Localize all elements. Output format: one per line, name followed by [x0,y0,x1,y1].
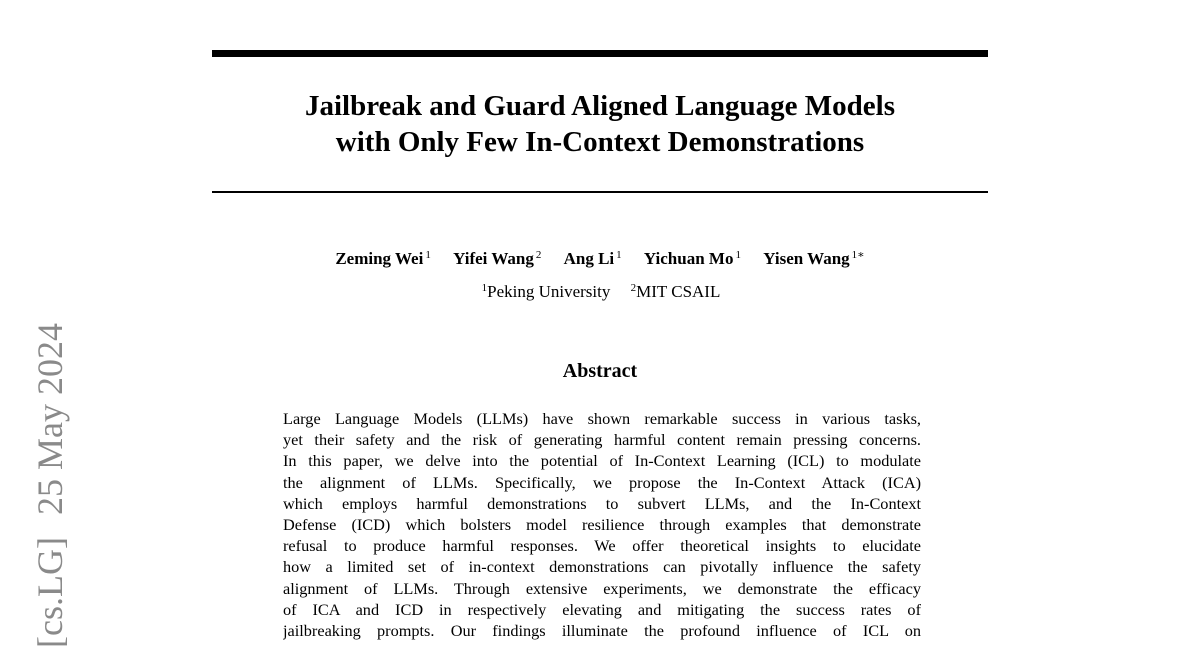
paper-title [212,88,988,160]
abstract-line: how a limited set of in-context demonstrations can pivotally influence the safety [283,557,921,577]
author-name: Yichuan Mo [643,249,734,268]
abstract-heading: Abstract [562,360,638,382]
author-affil-mark: 1 [735,249,741,261]
author [763,249,864,268]
author [335,249,431,268]
abstract-line: In this paper, we delve into the potential of In-Context Learning (ICL) to modulate [283,451,921,471]
abstract-line: the alignment of LLMs. Specifically, we propose the In-Context Attack (ICA) [283,472,921,492]
author-affil-mark: 1∗ [851,249,865,261]
author [453,249,541,268]
author-affil-mark: 1 [425,249,431,261]
author-affil-mark: 2 [535,249,542,261]
abstract-body [283,408,921,641]
top-rule [212,50,988,57]
author [564,249,622,268]
author-name: Yisen Wang [763,249,850,268]
affiliation [629,282,721,301]
affiliation-mark: 1 [481,282,488,294]
title-line-1: Jailbreak and Guard Aligned Language Models [304,90,896,122]
author-list [212,248,988,270]
abstract-line: Defense (ICD) which bolsters model resilience through examples that demonstrate [283,514,921,534]
abstract-line: Large Language Models (LLMs) have shown remarkable success in various tasks, [283,409,921,428]
abstract-line: refusal to produce harmful responses. We offer theoretical insights to elucidate [283,536,921,556]
title-rule [212,191,988,193]
abstract-line: jailbreaking prompts. Our findings illuminate the profound influence of ICL on [283,620,921,640]
abstract-line: of ICA and ICD in respectively elevating and mitigating the success rates of [283,599,921,619]
author-affil-mark: 1 [616,249,622,261]
abstract-line: alignment of LLMs. Through extensive experiments, we demonstrate the efficacy [283,578,921,598]
author-name: Zeming Wei [335,249,424,268]
affiliation-name: MIT CSAIL [636,282,721,301]
title-line-2: with Only Few In-Context Demonstrations [335,126,865,158]
abstract-line: which employs harmful demonstrations to subvert LLMs, and the In-Context [283,493,921,513]
author [644,249,741,268]
author-name: Yifei Wang [453,249,534,268]
affiliation-list [212,281,988,303]
author-name: Ang Li [563,249,615,268]
affiliation-mark: 2 [630,282,637,294]
abstract-line: yet their safety and the risk of generating harmful content remain pressing concerns. [283,430,921,450]
arxiv-category: [cs.LG] [30,537,70,648]
affiliation [480,282,611,301]
affiliation-name: Peking University [487,282,611,301]
arxiv-date: 25 May 2024 [30,323,70,516]
arxiv-sidebar-stamp [28,323,72,648]
